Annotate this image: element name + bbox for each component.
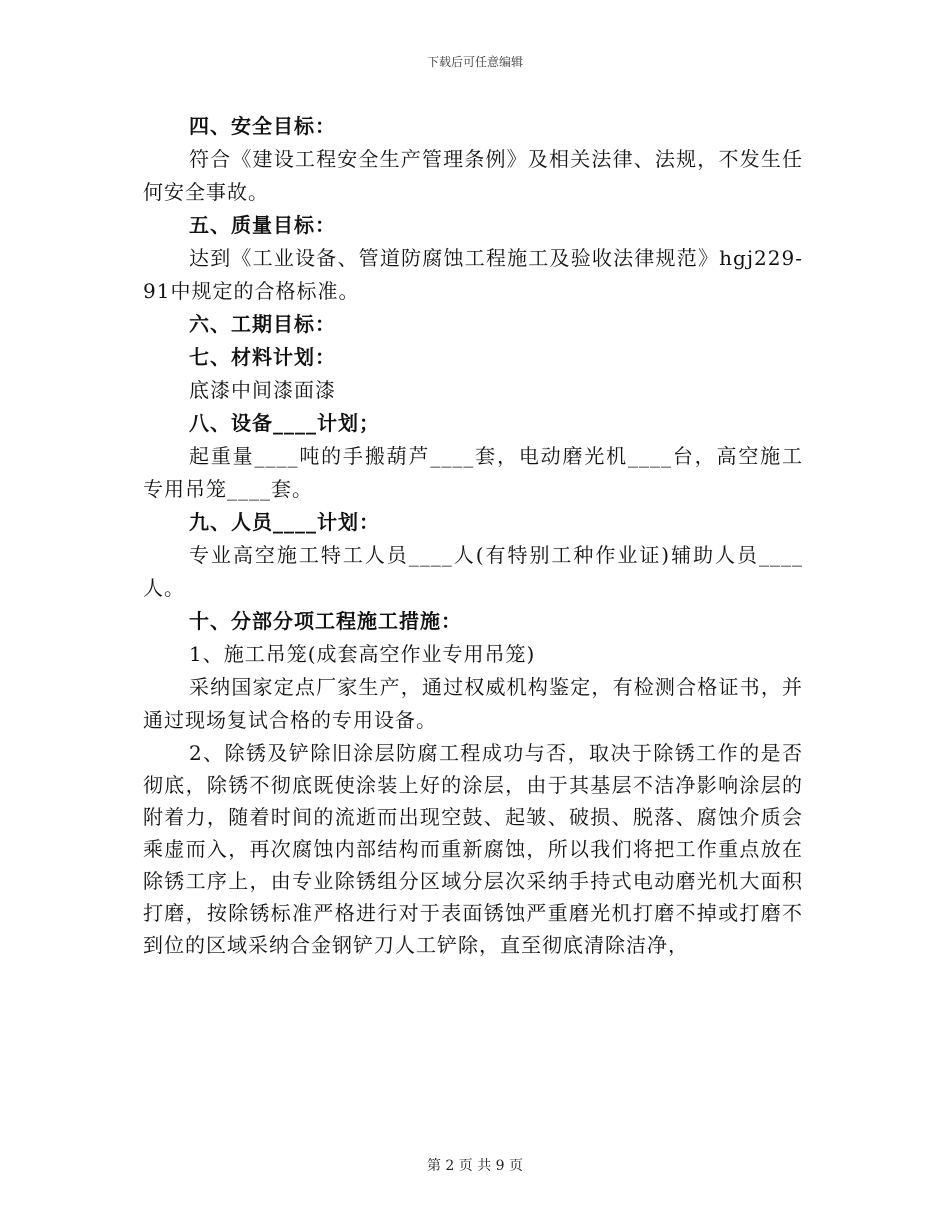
heading-personnel-plan: 九、人员____计划： [189, 510, 380, 534]
paragraph-quality-goal: 达到《工业设备、管道防腐蚀工程施工及验收法律规范》hgj229-91中规定的合格标准。 [143, 246, 803, 303]
heading-construction-measures: 十、分部分项工程施工措施： [189, 609, 462, 633]
paragraph-material-plan: 底漆中间漆面漆 [189, 378, 336, 402]
page-header: 下载后可任意编辑 [426, 55, 523, 69]
paragraph-personnel-plan: 专业高空施工特工人员____人(有特别工种作业证)辅助人员____人。 [143, 543, 803, 600]
document-body [143, 110, 803, 961]
paragraph-item-1-body: 采纳国家定点厂家生产，通过权威机构鉴定，有检测合格证书，并通过现场复试合格的专用设备。 [143, 675, 803, 732]
heading-equipment-plan: 八、设备____计划； [189, 411, 380, 435]
paragraph-item-2-body: 2、除锈及铲除旧涂层防腐工程成功与否，取决于除锈工作的是否彻底，除锈不彻底既使涂装上好的涂层，由于其基层不洁净影响涂层的附着力，随着时间的流逝而出现空鼓、起皱、破损、脱落、腐蚀介质会乘虚而入，再次腐蚀内部结构而重新腐蚀，所以我们将把工作重点放在除锈工序上，由专业除锈组分区域分层次采纳手持式电动磨光机大面积打磨，按除锈标准严格进行对于表面锈蚀严重磨光机打磨不掉或打磨不到位的区域采纳合金钢铲刀人工铲除，直至彻底清除洁净， [143, 741, 803, 957]
heading-material-plan: 七、材料计划： [189, 345, 336, 369]
heading-quality-goal: 五、质量目标： [189, 213, 336, 237]
heading-safety-goal: 四、安全目标： [189, 114, 336, 138]
paragraph-safety-goal: 符合《建设工程安全生产管理条例》及相关法律、法规，不发生任何安全事故。 [143, 147, 803, 204]
heading-schedule-goal: 六、工期目标： [189, 312, 336, 336]
page-footer: 第 2 页 共 9 页 [426, 1158, 524, 1174]
paragraph-item-1-title: 1、施工吊笼(成套高空作业专用吊笼) [189, 642, 536, 666]
paragraph-equipment-plan: 起重量____吨的手搬葫芦____套，电动磨光机____台，高空施工专用吊笼____套。 [143, 444, 803, 501]
